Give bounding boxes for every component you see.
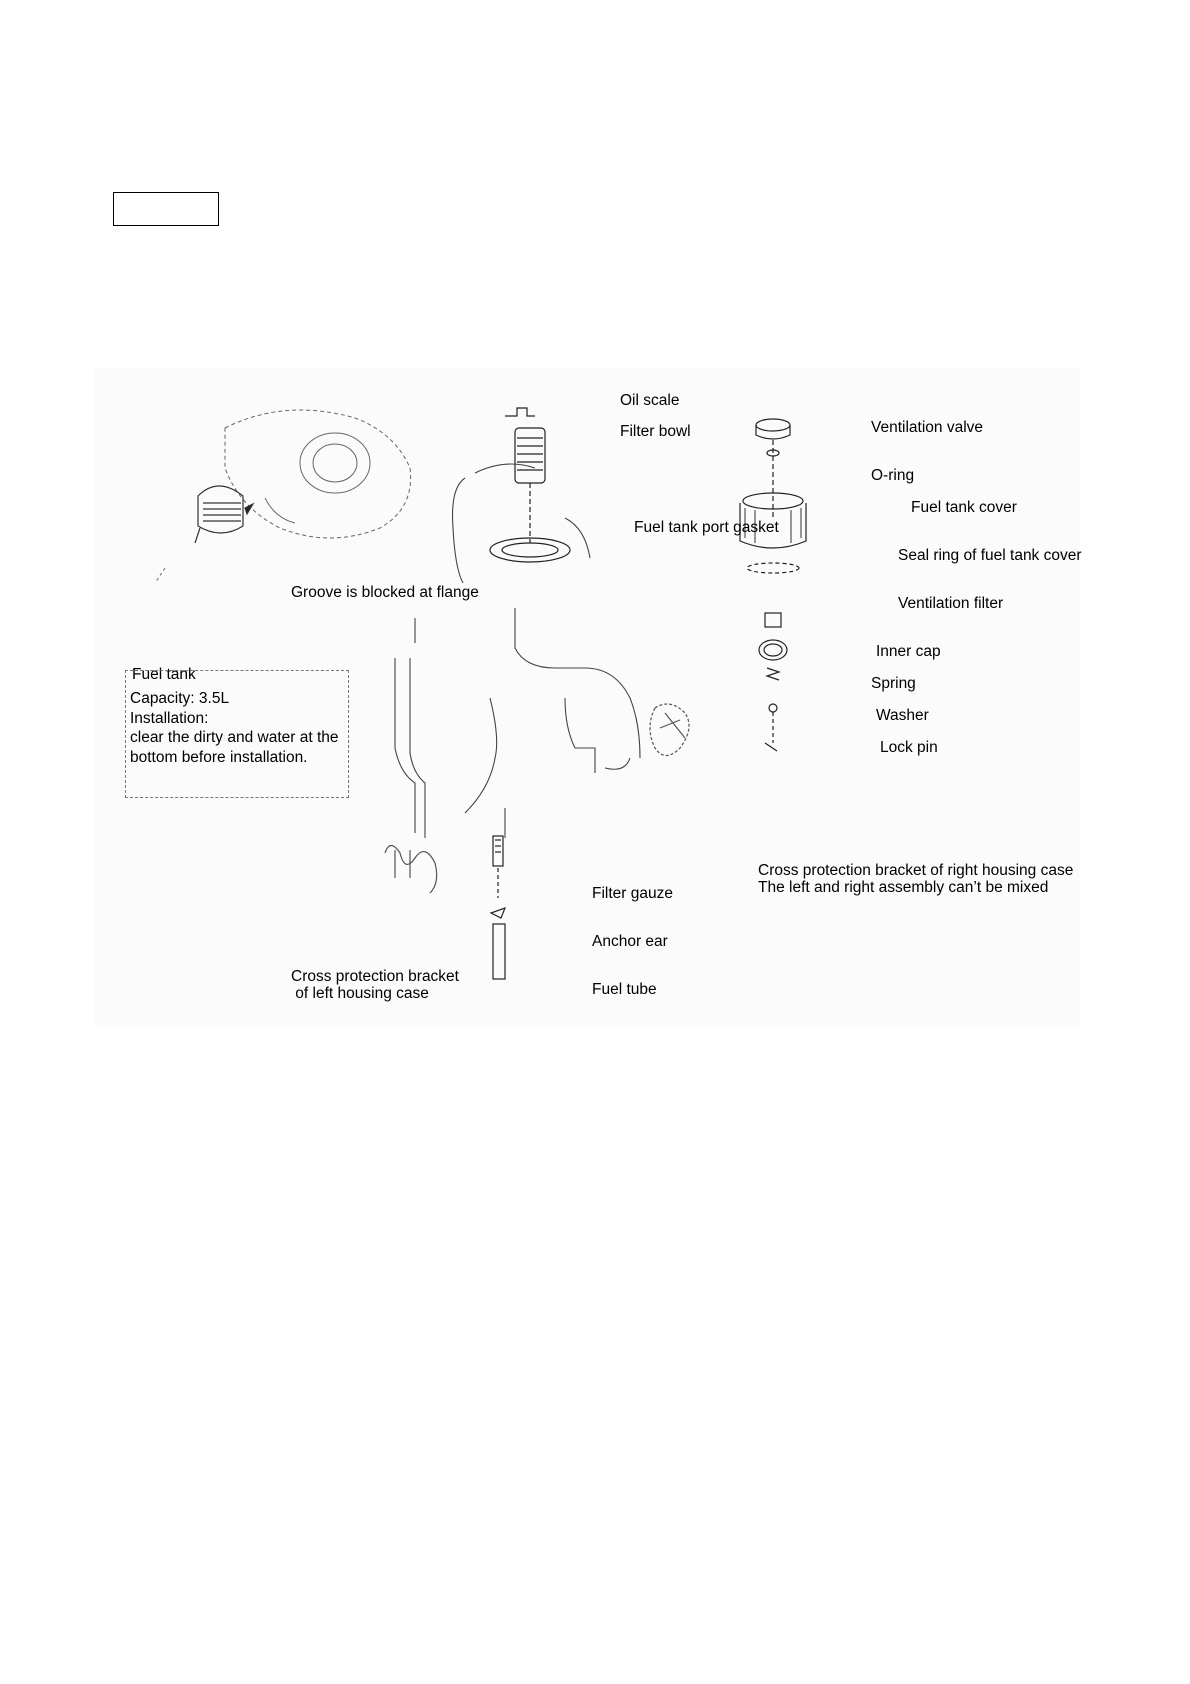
fuel-tank-note [130, 689, 339, 767]
label-anchor-ear: Anchor ear [592, 933, 668, 950]
label-fuel-tank-port-gasket: Fuel tank port gasket [634, 519, 779, 536]
label-fuel-tank-cover: Fuel tank cover [911, 499, 1017, 516]
label-seal-ring: Seal ring of fuel tank cover [898, 547, 1082, 564]
label-lock-pin: Lock pin [880, 739, 938, 756]
label-oil-scale: Oil scale [620, 392, 680, 409]
note-capacity: Capacity: 3.5L [130, 690, 230, 707]
label-left-bracket-2: of left housing case [291, 985, 429, 1002]
label-left-bracket-1: Cross protection bracket [291, 968, 459, 985]
note-line-2: bottom before installation. [130, 748, 308, 766]
label-right-bracket-2: The left and right assembly can’t be mixed [758, 879, 1049, 896]
label-fuel-tube: Fuel tube [592, 981, 657, 998]
label-ventilation-filter: Ventilation filter [898, 595, 1004, 612]
label-right-bracket-1: Cross protection bracket of right housing case [758, 862, 1074, 879]
label-ventilation-valve: Ventilation valve [871, 419, 984, 436]
note-line-1: clear the dirty and water at the [130, 729, 339, 746]
section-header-box [113, 192, 219, 226]
label-groove-blocked: Groove is blocked at flange [291, 584, 479, 601]
note-installation: Installation: [130, 709, 209, 727]
label-washer: Washer [876, 707, 929, 724]
label-filter-gauze: Filter gauze [592, 885, 673, 902]
label-o-ring: O-ring [871, 467, 915, 484]
label-fuel-tank: Fuel tank [132, 666, 196, 683]
label-spring: Spring [871, 675, 916, 692]
label-filter-bowl: Filter bowl [620, 423, 691, 440]
label-inner-cap: Inner cap [876, 643, 941, 660]
